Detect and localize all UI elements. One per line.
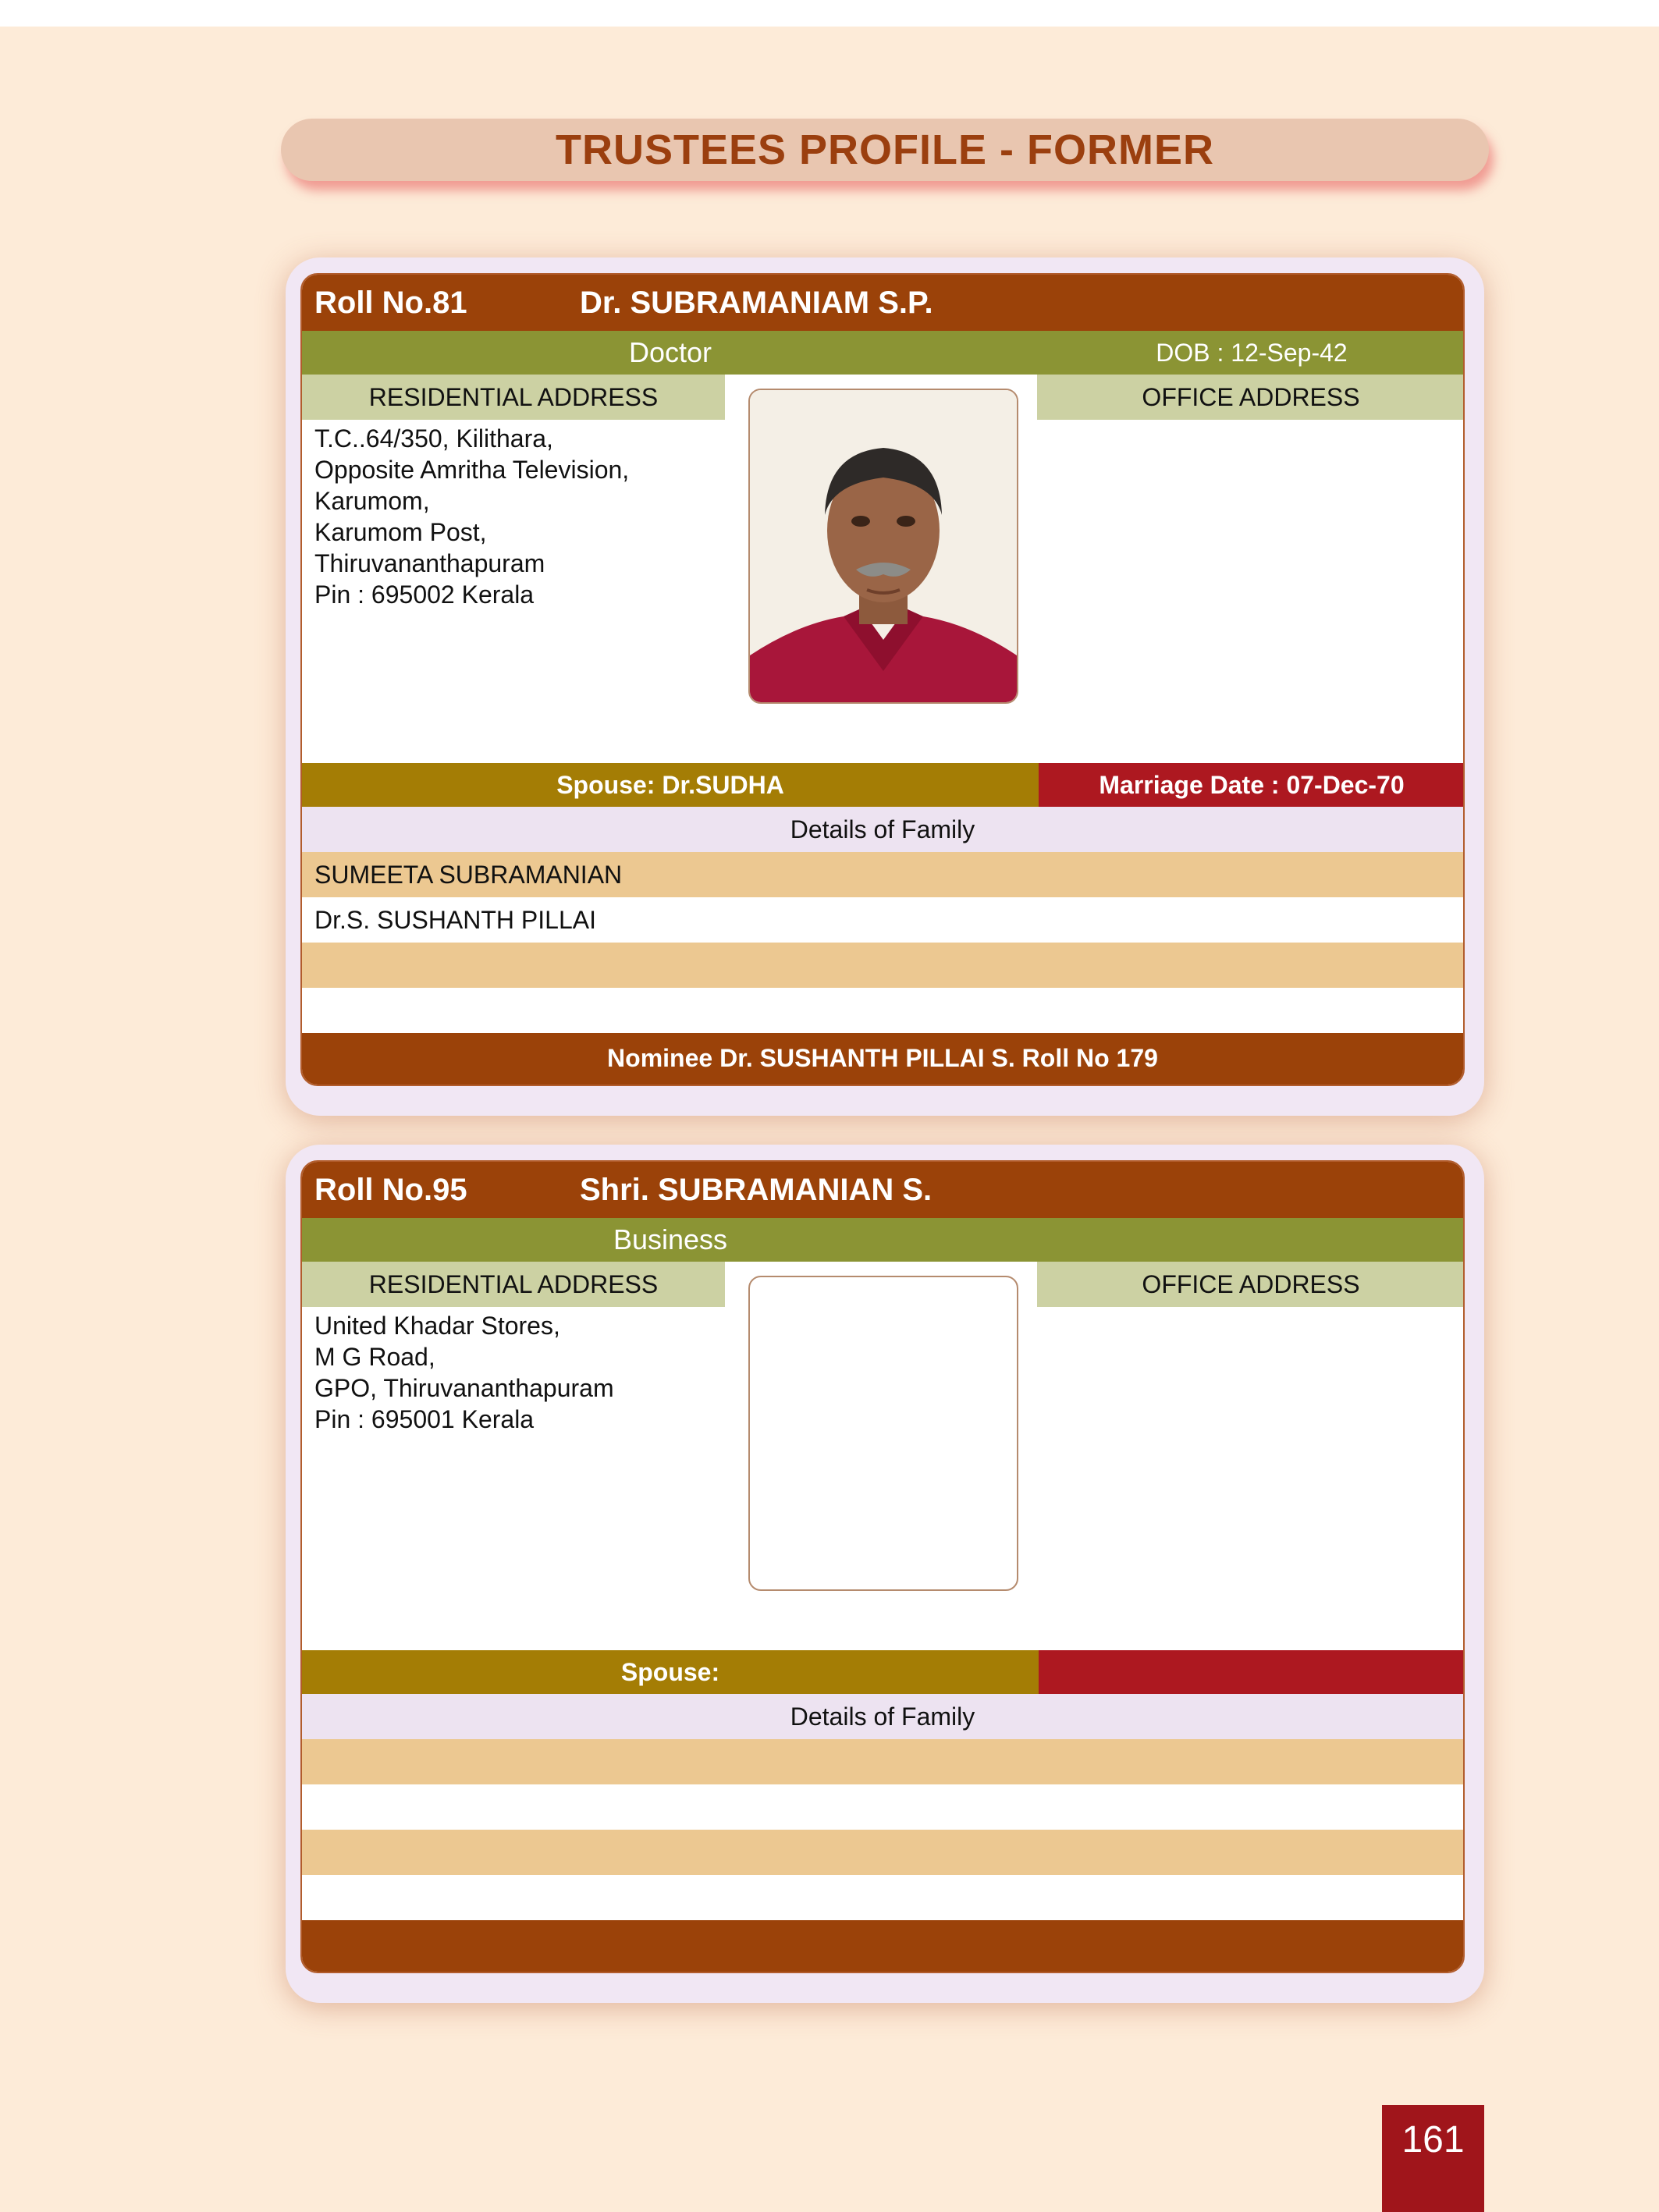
nominee-bar (302, 1920, 1463, 1973)
spouse: Spouse: (302, 1650, 1039, 1694)
occupation-bar (302, 331, 1463, 375)
residential-address-heading: RESIDENTIAL ADDRESS (302, 375, 725, 420)
page-title: TRUSTEES PROFILE - FORMER (281, 119, 1489, 181)
roll-number: Roll No.95 (314, 1173, 467, 1207)
family-member-row (302, 988, 1463, 1033)
occupation: Business (613, 1223, 728, 1255)
trustee-name: Dr. SUBRAMANIAM S.P. (580, 286, 933, 320)
nominee-bar: Nominee Dr. SUSHANTH PILLAI S. Roll No 179 (302, 1033, 1463, 1086)
family-member-row: Dr.S. SUSHANTH PILLAI (302, 897, 1463, 943)
address-line: Pin : 695001 Kerala (314, 1405, 535, 1433)
address-line: M G Road, (314, 1343, 435, 1371)
address-line: Opposite Amritha Television, (314, 456, 630, 484)
top-white-strip (0, 0, 1659, 27)
address-line: Karumom Post, (314, 518, 487, 546)
family-member-row (302, 1739, 1463, 1784)
address-line: Karumom, (314, 487, 430, 515)
name-bar (302, 275, 1463, 331)
family-details-heading: Details of Family (302, 807, 1463, 852)
office-address-heading: OFFICE ADDRESS (1037, 1262, 1465, 1307)
name-bar (302, 1162, 1463, 1218)
spouse-bar (302, 1650, 1463, 1694)
family-member-row (302, 1784, 1463, 1830)
office-address-heading: OFFICE ADDRESS (1037, 375, 1465, 420)
family-details-heading: Details of Family (302, 1694, 1463, 1739)
occupation-bar (302, 1218, 1463, 1262)
occupation: Doctor (628, 336, 712, 368)
page-number: 161 (1382, 2105, 1484, 2212)
date-of-birth: DOB : 12-Sep-42 (1156, 339, 1348, 367)
address-line: United Khadar Stores, (314, 1312, 560, 1340)
trustee-photo (748, 389, 1018, 704)
spouse-bar (302, 763, 1463, 807)
marriage-date: Marriage Date : 07-Dec-70 (1039, 763, 1465, 807)
portrait-illustration (750, 390, 1017, 702)
family-member-row (302, 1875, 1463, 1920)
marriage-date (1039, 1650, 1465, 1694)
family-member-row (302, 943, 1463, 988)
trustee-card-inner (300, 273, 1465, 1086)
residential-address-heading: RESIDENTIAL ADDRESS (302, 1262, 725, 1307)
empty-photo-frame (748, 1276, 1018, 1591)
trustee-name: Shri. SUBRAMANIAN S. (580, 1173, 933, 1207)
trustee-card-2 (286, 1145, 1484, 2003)
address-line: GPO, Thiruvananthapuram (314, 1374, 614, 1402)
trustee-card-inner (300, 1160, 1465, 1973)
address-line: T.C..64/350, Kilithara, (314, 424, 553, 453)
address-line: Thiruvananthapuram (314, 549, 545, 577)
family-member-row (302, 1830, 1463, 1875)
trustee-card-1 (286, 257, 1484, 1116)
roll-number: Roll No.81 (314, 286, 467, 320)
residential-address (314, 423, 720, 610)
spouse: Spouse: Dr.SUDHA (302, 763, 1039, 807)
family-member-row: SUMEETA SUBRAMANIAN (302, 852, 1463, 897)
residential-address (314, 1310, 720, 1435)
address-line: Pin : 695002 Kerala (314, 581, 535, 609)
